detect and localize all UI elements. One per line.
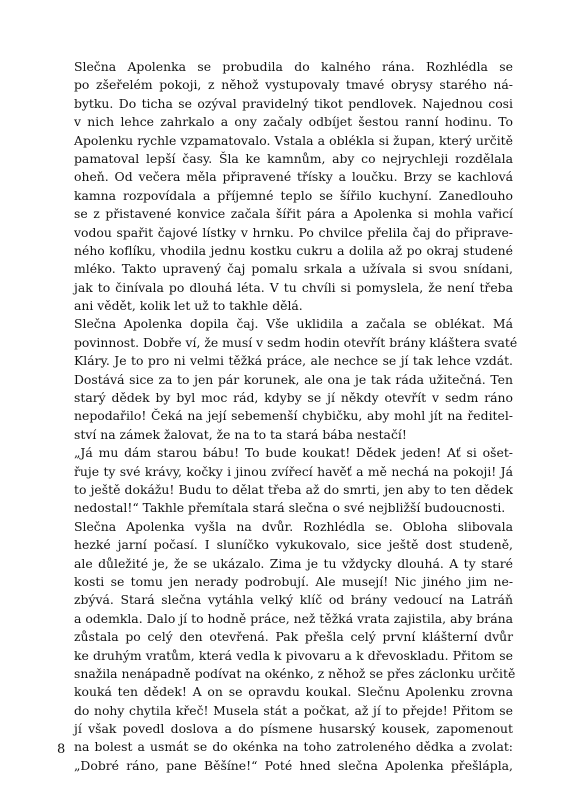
page-number: 8 <box>57 742 66 757</box>
text-line: to ještě dokážu! Budu to dělat třeba až do smrti, jen aby to ten dědek <box>74 481 513 497</box>
body-text <box>57 58 518 775</box>
text-line: bytku. Do ticha se ozýval pravidelný tikot pendlovek. Najednou cosi <box>74 95 513 111</box>
text-line: ství na zámek žalovat, že na to ta stará bába nestačí! <box>74 426 407 442</box>
text-line: nedostal!“ Takhle přemítala stará slečna o své nejbližší budoucnosti. <box>74 500 506 516</box>
text-line: kosti se tomu jen nerady podrobují. Ale musejí! Nic jiného jim ne- <box>74 573 513 589</box>
text-line: na bolest a usmát se do okénka na toho zatroleného dědka a zvolat: <box>74 739 513 755</box>
text-line: Dostává sice za to jen pár korunek, ale ona je tak ráda užitečná. Ten <box>74 371 513 387</box>
text-line: Slečna Apolenka se probudila do kalného rána. Rozhlédla se <box>74 59 513 74</box>
text-line: zbývá. Stará slečna vytáhla velký klíč od brány vedoucí na Latráň <box>74 592 513 608</box>
text-line: „Dobré ráno, pane Běšíne!“ Poté hned slečna Apolenka přešlápla, <box>74 757 513 773</box>
text-line: Kláry. Je to pro ni velmi těžká práce, ale nechce se jí tak lehce vzdát. <box>74 353 513 369</box>
text-line: povinnost. Dobře ví, že musí v sedm hodin otevřít brány kláštera svaté <box>74 334 518 350</box>
text-line: v nich lehce zahrkalo a ony začaly odbíjet šestou ranní hodinu. To <box>74 114 513 130</box>
text-line: mléko. Takto upravený čaj pomalu srkala a užívala si svou snídani, <box>74 261 513 277</box>
paragraph-4 <box>57 518 516 775</box>
text-line: ale důležité je, že se ukázalo. Zima je tu vždycky dlouhá. A ty staré <box>74 555 513 571</box>
text-line: jí však povedl doslova a do písmene husarský kousek, zapomenout <box>74 721 513 737</box>
text-line: zůstala po celý den otevřená. Pak přešla celý první klášterní dvůr <box>74 629 513 645</box>
text-line: „Já mu dám starou bábu! To bude koukat! Dědek jeden! Ať si ošet- <box>74 445 513 461</box>
text-line: jak to činívala po dlouhá léta. V tu chvíli si pomyslela, že není třeba <box>74 279 513 295</box>
text-line: po zšeřelém pokoji, z něhož vystupovaly tmavé obrysy starého ná- <box>74 77 513 93</box>
paragraph-2 <box>57 315 518 444</box>
text-line: kouká ten dědek! A on se opravdu koukal. Slečnu Apolenku zrovna <box>74 684 513 700</box>
text-line: Slečna Apolenka dopila čaj. Vše uklidila a začala se oblékat. Má <box>74 316 513 332</box>
text-line: oheň. Od večera měla připravené třísky a loučku. Brzy se kachlová <box>74 169 513 185</box>
paragraph-3 <box>57 444 513 518</box>
text-line: Slečna Apolenka vyšla na dvůr. Rozhlédla se. Obloha slibovala <box>74 518 513 534</box>
text-line: se z přistavené konvice začala šířit pára a Apolenka si mohla vařicí <box>74 206 513 222</box>
text-line: vodou spařit čajové lístky v hrnku. Po chvilce přelila čaj do připrave- <box>74 224 513 240</box>
text-line: ného koflíku, vhodila jednu kostku cukru a dolila až po okraj studené <box>74 242 513 258</box>
text-line: a odemkla. Dalo jí to hodně práce, než těžká vrata zajistila, aby brána <box>74 610 513 626</box>
text-line: do nohy chytila křeč! Musela stát a počkat, až jí to přejde! Přitom se <box>74 702 513 718</box>
text-line: nepodařilo! Čeká na její sebemenší chybičku, aby mohl jít na ředitel- <box>74 408 513 424</box>
text-line: řuje ty své krávy, kočky i jinou zvířecí havěť a mě nechá na pokoji! Já <box>74 463 513 479</box>
text-line: ke druhým vratům, která vedla k pivovaru a k dřevoskladu. Přitom se <box>74 647 513 663</box>
text-line: hezké jarní počasí. I sluníčko vykukovalo, sice ještě dost studeně, <box>74 537 513 553</box>
paragraph-1 <box>57 58 513 315</box>
text-line: starý dědek by byl moc rád, kdyby se jí někdy otevřít v sedm ráno <box>74 390 513 406</box>
text-line: snažila nenápadně podívat na okénko, z něhož se přes záclonku určitě <box>74 665 516 681</box>
text-line: Apolenku rychle vzpamatovalo. Vstala a oblékla si župan, který určitě <box>74 132 513 148</box>
text-line: pamatoval lepší časy. Šla ke kamnům, aby co nejrychleji rozdělala <box>74 150 513 166</box>
text-line: ani vědět, kolik let už to takhle dělá. <box>74 298 303 314</box>
text-line: kamna rozpovídala a příjemné teplo se šířilo kuchyní. Zanedlouho <box>74 187 513 203</box>
